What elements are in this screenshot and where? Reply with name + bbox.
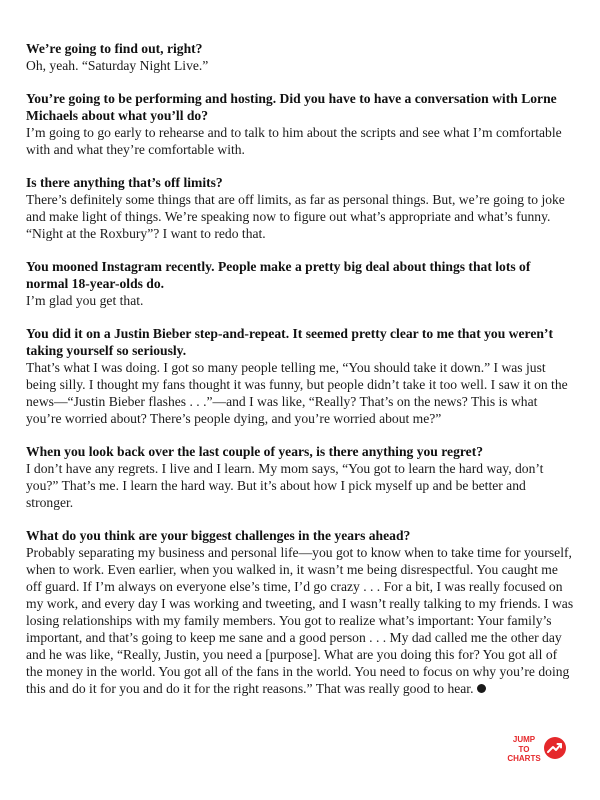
qa-block <box>26 40 574 74</box>
qa-block <box>26 443 574 511</box>
interview-answer <box>26 544 574 697</box>
end-of-article-icon <box>477 684 486 693</box>
interview-answer: Oh, yeah. “Saturday Night Live.” <box>26 58 209 73</box>
interview-question: When you look back over the last couple of years, is there anything you regret? <box>26 444 484 459</box>
qa-block <box>26 325 574 427</box>
trending-up-arrow-icon <box>544 737 566 759</box>
qa-block <box>26 90 574 158</box>
interview-answer: There’s definitely some things that are off limits, as far as personal things. But, we’re going to joke and make light of things. We’re speaking now to figure out what’s appropriate and what’s funny. “Night at the Roxbury”? I want to redo that. <box>26 192 565 241</box>
interview-article <box>26 40 574 713</box>
jump-label-line: CHARTS <box>507 754 541 763</box>
interview-answer: I’m going to go early to rehearse and to talk to him about the scripts and see what I’m comfortable with and what they’re comfortable with. <box>26 125 562 157</box>
interview-question: You’re going to be performing and hosting. Did you have to have a conversation with Lorne Michaels about what you’ll do? <box>26 91 557 123</box>
qa-block <box>26 258 574 309</box>
interview-question: You did it on a Justin Bieber step-and-repeat. It seemed pretty clear to me that you weren’t taking yourself so seriously. <box>26 326 553 358</box>
interview-answer: That’s what I was doing. I got so many people telling me, “You should take it down.” I was just being silly. I thought my fans thought it was funny, but people didn’t take it too well. I saw it on the news—“Justin Bieber flashes . . .”—and I was like, “Really? That’s on the news? This is what you’re worried about? There’s people dying, and you’re worried about me?” <box>26 360 568 426</box>
interview-question: Is there anything that’s off limits? <box>26 175 223 190</box>
interview-answer-text: Probably separating my business and personal life—you got to know when to take time for yourself, when to work. Even earlier, when you walked in, it wasn’t me being disrespectful. You caught me off guard. If I’m always on everyone else’s time, I’d go crazy . . . For a bit, I was really focused on my work, and every day I was working and tweeting, and I wasn’t really talking to my friends. I was losing relationships with my family members. You got to realize what’s important: Your family’s important, and that’s going to keep me sane and a good person . . . My dad called me the other day and he was like, “Really, Justin, you need a [purpose]. What are you doing this for? You got all of the money in the world. You got all of the fans in the world. You need to focus on why you’re doing this and do it for you and do it for the right reasons.” That was really good to hear. <box>26 545 574 696</box>
jump-label-line: TO <box>518 744 530 754</box>
interview-question: What do you think are your biggest challenges in the years ahead? <box>26 528 411 543</box>
jump-label-line: JUMP <box>512 735 536 744</box>
qa-block <box>26 527 574 697</box>
interview-question: You mooned Instagram recently. People make a pretty big deal about things that lots of normal 18-year-olds do. <box>26 259 531 291</box>
jump-to-charts-label <box>506 735 542 764</box>
interview-answer: I don’t have any regrets. I live and I learn. My mom says, “You got to learn the hard way, don’t you?” That’s me. I learn the hard way. But it’s about how I pick myself up and be better and stronger. <box>26 461 544 510</box>
interview-answer: I’m glad you get that. <box>26 293 144 308</box>
qa-block <box>26 174 574 242</box>
jump-to-charts-button[interactable] <box>506 731 570 769</box>
interview-question: We’re going to find out, right? <box>26 41 203 56</box>
